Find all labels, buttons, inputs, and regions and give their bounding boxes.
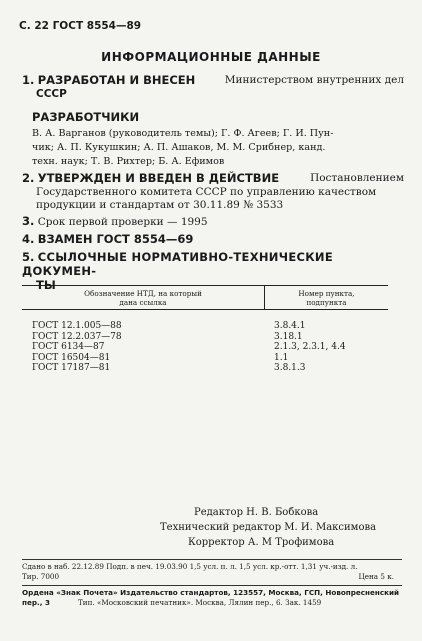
section-1-text-2: СССР <box>36 88 67 100</box>
imprint-mid-rule <box>22 585 402 586</box>
section-2-text-2: Государственного комитета СССР по управлению качеством <box>36 186 377 198</box>
section-2-heading: УТВЕРЖДЕН И ВВЕДЕН В ДЕЙСТВИЕ <box>37 171 280 185</box>
table-cell-clause: 2.1.3, 2.3.1, 4.4 <box>274 342 346 352</box>
section-5-heading: ССЫЛОЧНЫЕ НОРМАТИВНО-ТЕХНИЧЕСКИЕ ДОКУМЕН- <box>22 250 333 278</box>
tech-editor-name: М. И. Максимова <box>284 522 377 533</box>
table-cell-clause: 3.18.1 <box>274 331 303 342</box>
table-header-clause: Номер пункта, подпункта <box>298 289 355 307</box>
section-1-number: 1. <box>22 73 35 87</box>
document-title: ИНФОРМАЦИОННЫЕ ДАННЫЕ <box>101 50 321 64</box>
table-cell-document: ГОСТ 12.1.005—88 <box>32 321 122 331</box>
editor-role: Редактор <box>194 507 243 518</box>
table-cell-document: ГОСТ 16504—81 <box>32 352 111 363</box>
imprint-line-4: Тип. «Московский печатник». Москва, Лялин пер., 6. Зак. 1459 <box>78 598 322 607</box>
section-2-text-3: продукции и стандартам от 30.11.89 № 3533 <box>36 199 284 211</box>
tech-editor-role: Технический редактор <box>160 522 282 533</box>
corrector-name: А. М Трофимова <box>247 537 335 548</box>
imprint-line-3: Ордена «Знак Почета» Издательство стандартов, 123557, Москва, ГСП, Новопресненский пер., 3 <box>22 588 400 607</box>
section-1 <box>22 74 404 101</box>
section-5-number: 5. <box>22 250 35 264</box>
table-cell-document: ГОСТ 17187—81 <box>32 363 111 373</box>
editor-name: Н. В. Бобкова <box>246 507 319 518</box>
section-2 <box>22 172 404 212</box>
table-cell-clause: 3.8.4.1 <box>274 321 306 331</box>
section-2-text: Постановлением <box>310 172 404 184</box>
section-3 <box>22 215 404 229</box>
section-1-text: Министерством внутренних дел <box>224 74 404 86</box>
table-clause-column <box>274 321 346 374</box>
imprint-line-1: Сдано в наб. 22.12.89 Подп. в печ. 19.03.90 1,5 усл. п. л. 1,5 усл. кр.-отт. 1,31 уч.-изд. л. <box>22 562 358 571</box>
section-4-heading: ВЗАМЕН ГОСТ 8554—69 <box>37 232 194 246</box>
imprint-top-rule <box>22 559 402 560</box>
section-5-heading-2: ТЫ <box>36 278 56 292</box>
section-3-number: 3. <box>22 214 35 228</box>
section-3-text: Срок первой проверки — 1995 <box>37 216 208 228</box>
developers-line: техн. наук; Т. В. Рихтер; Б. А. Ефимов <box>32 156 225 167</box>
developers-list <box>32 127 404 169</box>
developers-line: чик; А. П. Кукушкин; А. П. Ашаков, М. М. Срибнер, канд. <box>32 142 326 153</box>
section-4-number: 4. <box>22 232 35 246</box>
table-header-document: Обозначение НТД, на который дана ссылка <box>84 289 202 307</box>
developers-heading: РАЗРАБОТЧИКИ <box>32 110 140 124</box>
developers-line: В. А. Варганов (руководитель темы); Г. Ф. Агеев; Г. И. Пун- <box>32 128 334 139</box>
table-cell-document: ГОСТ 6134—87 <box>32 342 105 352</box>
section-2-number: 2. <box>22 171 35 185</box>
editors-block <box>160 505 376 550</box>
imprint-line-2: Тир. 7000 Цена 5 к. <box>22 572 394 581</box>
page-header: С. 22 ГОСТ 8554—89 <box>19 20 142 32</box>
table-cell-clause: 1.1 <box>274 352 289 363</box>
section-1-heading: РАЗРАБОТАН И ВНЕСЕН <box>37 73 196 87</box>
table-document-column <box>32 321 122 374</box>
section-4 <box>22 233 404 247</box>
table-cell-clause: 3.8.1.3 <box>274 363 306 373</box>
table-header-rule <box>22 309 388 310</box>
corrector-role: Корректор <box>188 537 245 548</box>
table-cell-document: ГОСТ 12.2.037—78 <box>32 331 122 342</box>
table-top-rule <box>22 285 388 286</box>
